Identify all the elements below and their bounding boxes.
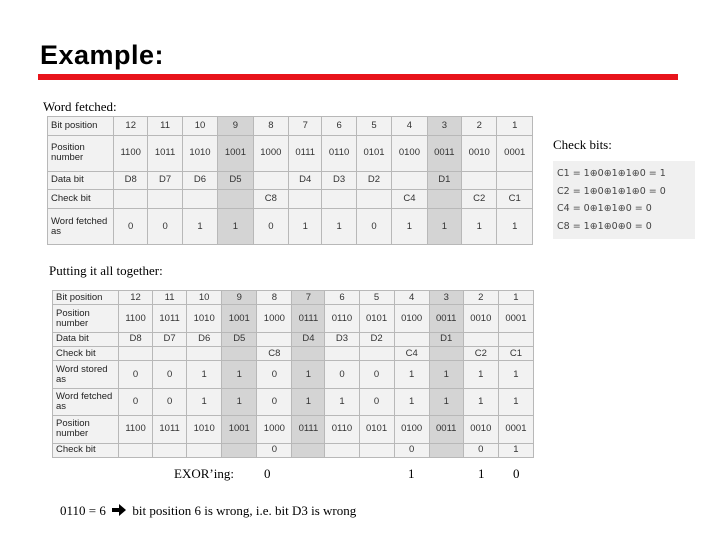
table-cell bbox=[119, 347, 153, 361]
combined-table bbox=[52, 290, 534, 458]
table-cell: C4 bbox=[394, 347, 429, 361]
table-cell: D4 bbox=[289, 171, 322, 190]
putting-together-label: Putting it all together: bbox=[49, 263, 163, 278]
table-cell: 7 bbox=[289, 117, 322, 136]
table-cell: 0 bbox=[257, 361, 292, 388]
table-cell bbox=[218, 190, 253, 209]
table-cell: D2 bbox=[356, 171, 391, 190]
table-cell: D4 bbox=[292, 332, 325, 346]
table-cell: 0100 bbox=[394, 305, 429, 332]
table-cell: 1 bbox=[187, 361, 222, 388]
table-cell bbox=[392, 171, 427, 190]
table-cell: 1011 bbox=[148, 135, 182, 171]
table-cell: 0101 bbox=[359, 305, 394, 332]
table-cell: D7 bbox=[153, 332, 187, 346]
table-cell: D1 bbox=[427, 171, 461, 190]
table-cell: D5 bbox=[218, 171, 253, 190]
table-cell: D8 bbox=[119, 332, 153, 346]
table-cell: C1 bbox=[498, 347, 533, 361]
row-header: Word fetched as bbox=[48, 209, 114, 245]
table-cell bbox=[463, 332, 498, 346]
table-cell: D6 bbox=[187, 332, 222, 346]
table-cell: 0001 bbox=[497, 135, 533, 171]
table-cell bbox=[289, 190, 322, 209]
table-cell: 0111 bbox=[292, 416, 325, 443]
table-cell: 0 bbox=[114, 209, 148, 245]
table-cell: 0110 bbox=[325, 416, 359, 443]
table-cell: D3 bbox=[325, 332, 359, 346]
equation-c8: C8 = 1⊕1⊕0⊕0 = 0 bbox=[557, 220, 652, 232]
table-cell: 0011 bbox=[429, 416, 463, 443]
table-cell: 1010 bbox=[182, 135, 217, 171]
check-bits-equations bbox=[553, 161, 695, 239]
table-cell: 9 bbox=[218, 117, 253, 136]
table-cell: 6 bbox=[322, 117, 356, 136]
table-cell bbox=[222, 347, 257, 361]
table-cell: 1 bbox=[463, 388, 498, 415]
equation-c4: C4 = 0⊕1⊕1⊕0 = 0 bbox=[557, 203, 652, 214]
table-cell: 8 bbox=[257, 291, 292, 305]
table-cell: 8 bbox=[253, 117, 288, 136]
table-cell: 9 bbox=[222, 291, 257, 305]
table-cell bbox=[322, 190, 356, 209]
table-cell bbox=[153, 347, 187, 361]
table-cell: 0111 bbox=[289, 135, 322, 171]
table-cell: 0001 bbox=[498, 416, 533, 443]
table-cell bbox=[359, 443, 394, 457]
table-row bbox=[53, 443, 534, 457]
table-cell: 1 bbox=[498, 291, 533, 305]
title-underline-bar bbox=[38, 74, 678, 80]
table-cell: 0110 bbox=[325, 305, 359, 332]
check-bits-label: Check bits: bbox=[553, 137, 612, 152]
table-cell: 0010 bbox=[463, 305, 498, 332]
table-cell: 0101 bbox=[356, 135, 391, 171]
table-cell: 1 bbox=[498, 388, 533, 415]
equation-c2: C2 = 1⊕0⊕1⊕1⊕0 = 0 bbox=[557, 185, 666, 197]
table-cell: 1 bbox=[394, 361, 429, 388]
table-cell: 1 bbox=[292, 361, 325, 388]
table-cell: 2 bbox=[463, 291, 498, 305]
table-cell: D2 bbox=[359, 332, 394, 346]
table-cell: 12 bbox=[114, 117, 148, 136]
table-cell: 1 bbox=[182, 209, 217, 245]
table-row bbox=[53, 332, 534, 346]
table-cell: 1 bbox=[222, 361, 257, 388]
table-cell: 3 bbox=[427, 117, 461, 136]
table-cell: 1100 bbox=[119, 416, 153, 443]
table-cell: 0010 bbox=[462, 135, 497, 171]
word-fetched-label: Word fetched: bbox=[43, 99, 117, 114]
row-header: Position number bbox=[48, 135, 114, 171]
table-cell: 0111 bbox=[292, 305, 325, 332]
conclusion-text: bit position 6 is wrong, i.e. bit D3 is wrong bbox=[132, 503, 357, 518]
table-cell: 1 bbox=[462, 209, 497, 245]
table-cell: 0010 bbox=[463, 416, 498, 443]
row-header: Data bit bbox=[48, 171, 114, 190]
table-row bbox=[53, 416, 534, 443]
table-cell bbox=[222, 443, 257, 457]
table-cell: C2 bbox=[463, 347, 498, 361]
table-cell: 1 bbox=[429, 388, 463, 415]
table-cell bbox=[356, 190, 391, 209]
exoring-value-c8: 0 bbox=[264, 466, 271, 481]
table-cell: 2 bbox=[462, 117, 497, 136]
table-cell: 10 bbox=[187, 291, 222, 305]
table-cell bbox=[498, 332, 533, 346]
table-cell: 1010 bbox=[187, 305, 222, 332]
table-cell bbox=[148, 190, 182, 209]
table-cell: 1 bbox=[289, 209, 322, 245]
exoring-value-c1: 0 bbox=[513, 466, 520, 481]
table-cell: 1010 bbox=[187, 416, 222, 443]
word-fetched-table bbox=[47, 116, 533, 245]
table-cell bbox=[497, 171, 533, 190]
table-cell: 4 bbox=[392, 117, 427, 136]
table-cell: 1 bbox=[187, 388, 222, 415]
table-cell bbox=[153, 443, 187, 457]
table-cell: 7 bbox=[292, 291, 325, 305]
table-cell: 1 bbox=[497, 117, 533, 136]
table-cell: 6 bbox=[325, 291, 359, 305]
table-cell: 0100 bbox=[392, 135, 427, 171]
table-cell bbox=[359, 347, 394, 361]
table-row bbox=[48, 135, 533, 171]
table-cell bbox=[427, 190, 461, 209]
table-cell: 1000 bbox=[257, 416, 292, 443]
table-cell bbox=[253, 171, 288, 190]
table-cell: 0011 bbox=[429, 305, 463, 332]
table-cell bbox=[462, 171, 497, 190]
table-cell: 0 bbox=[359, 388, 394, 415]
table-cell: 1 bbox=[325, 388, 359, 415]
table-cell: 5 bbox=[356, 117, 391, 136]
table-cell: 0 bbox=[359, 361, 394, 388]
table-cell: 0 bbox=[148, 209, 182, 245]
table-cell: 0101 bbox=[359, 416, 394, 443]
table-cell: 4 bbox=[394, 291, 429, 305]
table-cell bbox=[292, 443, 325, 457]
table-cell: 0 bbox=[253, 209, 288, 245]
table-row bbox=[53, 305, 534, 332]
table-cell: D1 bbox=[429, 332, 463, 346]
table-cell: 1 bbox=[463, 361, 498, 388]
table-row bbox=[48, 190, 533, 209]
table-cell: C8 bbox=[257, 347, 292, 361]
table-cell: 10 bbox=[182, 117, 217, 136]
table-row bbox=[53, 361, 534, 388]
table-cell: 0100 bbox=[394, 416, 429, 443]
table-cell: 0 bbox=[463, 443, 498, 457]
table-row bbox=[53, 388, 534, 415]
equation-c1: C1 = 1⊕0⊕1⊕1⊕0 = 1 bbox=[557, 168, 666, 179]
table-cell: C1 bbox=[497, 190, 533, 209]
table-cell: 11 bbox=[148, 117, 182, 136]
conclusion-line bbox=[60, 503, 356, 519]
table-cell: 0 bbox=[119, 361, 153, 388]
table-row bbox=[48, 117, 533, 136]
table-cell: D8 bbox=[114, 171, 148, 190]
row-header: Bit position bbox=[53, 291, 119, 305]
table-cell: 1000 bbox=[253, 135, 288, 171]
table-cell: C4 bbox=[392, 190, 427, 209]
table-cell bbox=[114, 190, 148, 209]
table-cell: 1000 bbox=[257, 305, 292, 332]
table-cell: 0 bbox=[257, 443, 292, 457]
table-cell bbox=[429, 347, 463, 361]
row-header: Check bit bbox=[53, 347, 119, 361]
table-cell bbox=[187, 443, 222, 457]
table-cell: 11 bbox=[153, 291, 187, 305]
table-row bbox=[48, 209, 533, 245]
table-cell: 1 bbox=[392, 209, 427, 245]
table-cell: D3 bbox=[322, 171, 356, 190]
table-cell: 5 bbox=[359, 291, 394, 305]
table-cell bbox=[119, 443, 153, 457]
table-cell: 1 bbox=[427, 209, 461, 245]
table-cell: 1 bbox=[498, 443, 533, 457]
row-header: Word stored as bbox=[53, 361, 119, 388]
table-cell: 0 bbox=[325, 361, 359, 388]
table-row bbox=[53, 291, 534, 305]
table-cell: 1001 bbox=[222, 305, 257, 332]
row-header: Check bit bbox=[48, 190, 114, 209]
table-cell: C8 bbox=[253, 190, 288, 209]
slide-title: Example: bbox=[40, 40, 165, 70]
table-cell bbox=[292, 347, 325, 361]
table-cell: 1 bbox=[292, 388, 325, 415]
table-cell: 1001 bbox=[218, 135, 253, 171]
row-header: Position number bbox=[53, 416, 119, 443]
table-cell: 12 bbox=[119, 291, 153, 305]
table-cell: 1 bbox=[222, 388, 257, 415]
table-cell: 1100 bbox=[114, 135, 148, 171]
table-cell: D5 bbox=[222, 332, 257, 346]
table-cell bbox=[325, 347, 359, 361]
table-cell bbox=[429, 443, 463, 457]
row-header: Check bit bbox=[53, 443, 119, 457]
table-cell: D7 bbox=[148, 171, 182, 190]
table-cell: 1 bbox=[322, 209, 356, 245]
table-cell: 1 bbox=[394, 388, 429, 415]
table-cell: 1 bbox=[218, 209, 253, 245]
table-cell: D6 bbox=[182, 171, 217, 190]
table-cell: 1 bbox=[429, 361, 463, 388]
table-cell bbox=[187, 347, 222, 361]
table-cell: 0011 bbox=[427, 135, 461, 171]
exoring-label: EXOR’ing: bbox=[174, 466, 234, 481]
table-cell: 0001 bbox=[498, 305, 533, 332]
table-cell: 0 bbox=[257, 388, 292, 415]
table-cell: 0 bbox=[153, 361, 187, 388]
table-row bbox=[48, 171, 533, 190]
table-cell: 0 bbox=[356, 209, 391, 245]
table-cell: 0 bbox=[153, 388, 187, 415]
table-cell bbox=[325, 443, 359, 457]
table-cell: 0110 bbox=[322, 135, 356, 171]
table-cell: 0 bbox=[394, 443, 429, 457]
table-cell: 1001 bbox=[222, 416, 257, 443]
table-cell: 1011 bbox=[153, 416, 187, 443]
row-header: Position number bbox=[53, 305, 119, 332]
table-cell: 1 bbox=[497, 209, 533, 245]
table-cell: 1100 bbox=[119, 305, 153, 332]
exoring-value-c4: 1 bbox=[408, 466, 415, 481]
row-header: Bit position bbox=[48, 117, 114, 136]
table-cell bbox=[257, 332, 292, 346]
table-cell: 0 bbox=[119, 388, 153, 415]
table-cell: C2 bbox=[462, 190, 497, 209]
exoring-value-c2: 1 bbox=[478, 466, 485, 481]
table-cell: 1 bbox=[498, 361, 533, 388]
table-row bbox=[53, 347, 534, 361]
table-cell: 1011 bbox=[153, 305, 187, 332]
table-cell bbox=[394, 332, 429, 346]
right-arrow-icon bbox=[112, 504, 126, 516]
row-header: Word fetched as bbox=[53, 388, 119, 415]
conclusion-value: 0110 = 6 bbox=[60, 503, 106, 518]
row-header: Data bit bbox=[53, 332, 119, 346]
table-cell bbox=[182, 190, 217, 209]
table-cell: 3 bbox=[429, 291, 463, 305]
